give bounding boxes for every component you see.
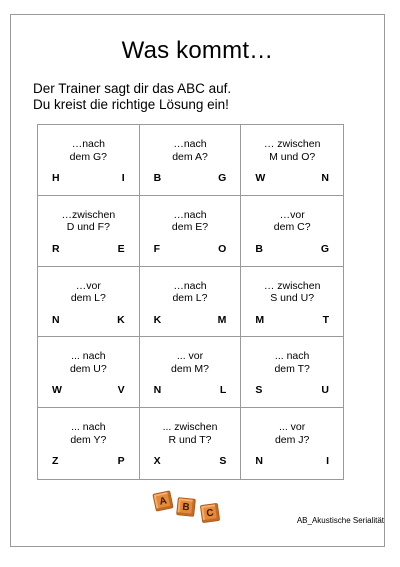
question-text [38,209,139,234]
answer-option-right[interactable]: S [219,455,227,468]
question-grid [37,124,344,480]
page-title: Was kommt… [121,37,274,64]
grid-cell [38,408,140,479]
question-line-1: ... nach [71,350,106,363]
answer-option-right[interactable]: I [121,172,125,184]
block-b: B [176,497,196,517]
question-line-2: dem T? [274,362,310,375]
grid-cell [38,267,140,338]
question-line-1: ... vor [176,350,204,363]
grid-cell [140,196,242,267]
answer-option-right[interactable]: L [219,384,227,397]
answer-option-left[interactable]: N [52,313,60,326]
question-text [241,421,343,446]
grid-cell [241,337,343,408]
question-text [241,138,343,163]
question-line-2: dem E? [171,221,209,234]
question-text [38,421,139,446]
grid-cell [241,408,343,479]
answer-option-left[interactable]: B [255,242,263,255]
answer-option-left[interactable]: S [255,384,263,397]
question-line-1: ... nach [71,421,106,434]
answer-option-right[interactable]: E [117,242,125,255]
question-line-2: S und U? [270,292,315,305]
answer-option-left[interactable]: B [153,172,162,184]
question-line-1: ... nach [274,350,310,363]
answer-option-right[interactable]: G [218,172,227,184]
question-line-1: ... vor [279,421,306,434]
grid-cell [241,267,343,338]
answer-option-left[interactable]: N [255,455,263,468]
answer-option-right[interactable]: N [321,172,329,184]
grid-cell [38,337,140,408]
grid-cell [140,408,242,479]
question-line-2: R und T? [168,433,212,446]
question-text [241,280,343,305]
grid-cell [241,125,343,196]
question-line-1: …nach [173,279,207,292]
block-a: A [152,490,173,511]
question-line-2: D und F? [66,221,110,234]
question-text [38,280,139,305]
question-line-1: … zwischen [263,279,321,292]
answer-option-right[interactable]: T [322,313,329,326]
answer-option-left[interactable]: H [52,172,60,184]
question-line-2: dem A? [172,150,208,163]
question-line-1: …vor [279,208,305,221]
answer-option-left[interactable]: W [52,384,62,397]
question-text [241,350,343,375]
question-line-2: dem U? [69,362,107,375]
answer-option-left[interactable]: X [153,455,161,468]
question-line-1: …nach [173,138,207,150]
abc-blocks-image [140,488,220,528]
instruction-line-2: Du kreist die richtige Lösung ein! [33,97,229,112]
answer-option-right[interactable]: O [218,242,227,255]
grid-cell [140,267,242,338]
answer-option-left[interactable]: F [153,242,161,255]
question-text [38,138,139,163]
question-line-1: …zwischen [61,208,116,221]
grid-cell [38,196,140,267]
question-text [38,350,139,375]
question-line-2: dem Y? [70,433,107,446]
grid-cell [38,125,140,196]
answer-option-right[interactable]: P [117,455,125,468]
question-text [140,138,241,163]
answer-option-right[interactable]: G [320,242,329,255]
grid-cell [241,196,343,267]
grid-cell [140,337,242,408]
question-line-1: … zwischen [263,138,321,150]
answer-option-right[interactable]: K [117,313,125,326]
instruction-line-1: Der Trainer sagt dir das ABC auf. [33,81,232,96]
question-line-2: dem M? [171,362,209,375]
answer-option-right[interactable]: M [217,313,227,326]
question-line-2: dem G? [69,150,107,163]
question-line-1: ... zwischen [162,421,218,434]
footer-label: AB_Akustische Serialität [296,516,384,525]
block-c: C [200,503,220,523]
answer-option-right[interactable]: V [117,384,125,397]
question-line-1: …nach [71,138,105,150]
answer-option-left[interactable]: M [255,313,265,326]
question-line-2: dem L? [172,292,208,305]
question-text [140,209,241,234]
answer-option-left[interactable]: W [255,172,266,184]
question-text [241,209,343,234]
question-text [140,421,241,446]
question-line-1: …vor [75,279,101,292]
question-line-2: dem J? [274,433,310,446]
question-line-2: dem L? [70,292,106,305]
question-text [140,280,241,305]
question-line-2: M und O? [269,150,316,163]
question-text [140,350,241,375]
grid-cell [140,125,242,196]
instructions [33,81,231,113]
question-line-2: dem C? [273,221,311,234]
answer-option-left[interactable]: R [52,242,60,255]
answer-option-left[interactable]: N [153,384,162,397]
answer-option-right[interactable]: U [321,384,329,397]
question-line-1: …nach [173,208,207,221]
answer-option-left[interactable]: Z [52,455,59,468]
answer-option-left[interactable]: K [153,313,162,326]
answer-option-right[interactable]: I [326,455,329,468]
